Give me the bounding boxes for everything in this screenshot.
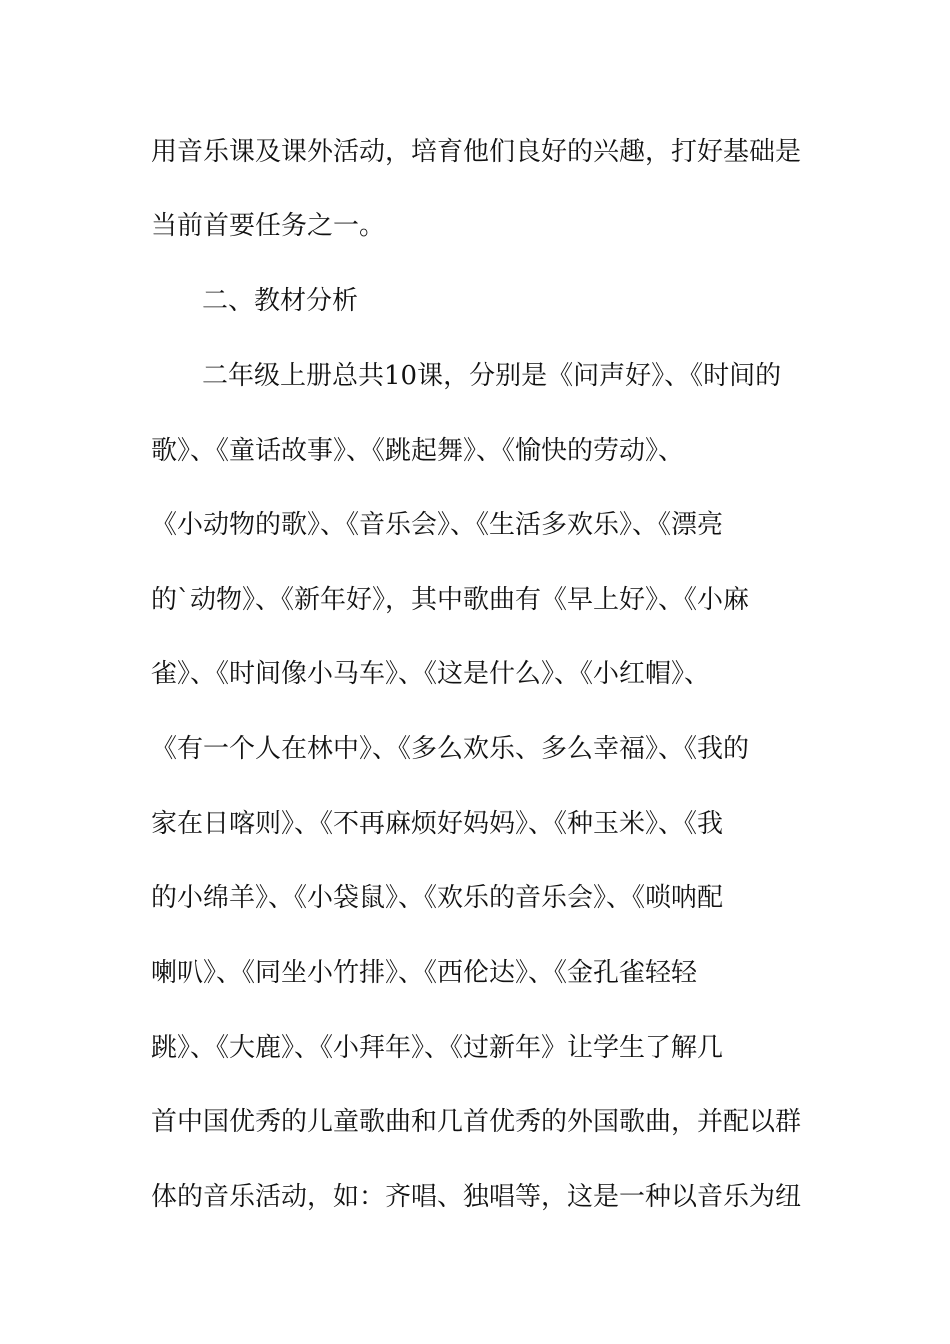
section-heading: 二、教材分析 <box>202 286 359 316</box>
paragraph-line-1: 用音乐课及课外活动，培育他们良好的兴趣，打好基础是 <box>151 137 802 167</box>
paragraph-line-7: 雀》、《时间像小马车》、《这是什么》、《小红帽》、 <box>151 659 711 689</box>
paragraph-line-3: 二年级上册总共10课，分别是《问声好》、《时间的 <box>202 361 782 391</box>
paragraph-line-6: 的`动物》、《新年好》，其中歌曲有《早上好》、《小麻 <box>151 585 750 615</box>
paragraph-line-4: 歌》、《童话故事》、《跳起舞》、《愉快的劳动》、 <box>151 436 685 466</box>
paragraph-line-13: 首中国优秀的儿童歌曲和几首优秀的外国歌曲，并配以群 <box>151 1107 802 1137</box>
paragraph-line-10: 的小绵羊》、《小袋鼠》、《欢乐的音乐会》、《唢呐配 <box>151 883 724 913</box>
paragraph-line-12: 跳》、《大鹿》、《小拜年》、《过新年》让学生了解几 <box>151 1033 724 1063</box>
paragraph-line-11: 喇叭》、《同坐小竹排》、《西伦达》、《金孔雀轻轻 <box>151 958 698 988</box>
paragraph-line-8: 《有一个人在林中》、《多么欢乐、多么幸福》、《我的 <box>151 734 750 764</box>
paragraph-line-14: 体的音乐活动，如：齐唱、独唱等，这是一种以音乐为纽 <box>151 1182 802 1212</box>
paragraph-line-2: 当前首要任务之一。 <box>151 211 386 241</box>
paragraph-line-5: 《小动物的歌》、《音乐会》、《生活多欢乐》、《漂亮 <box>151 510 724 540</box>
paragraph-line-9: 家在日喀则》、《不再麻烦好妈妈》、《种玉米》、《我 <box>151 809 724 839</box>
